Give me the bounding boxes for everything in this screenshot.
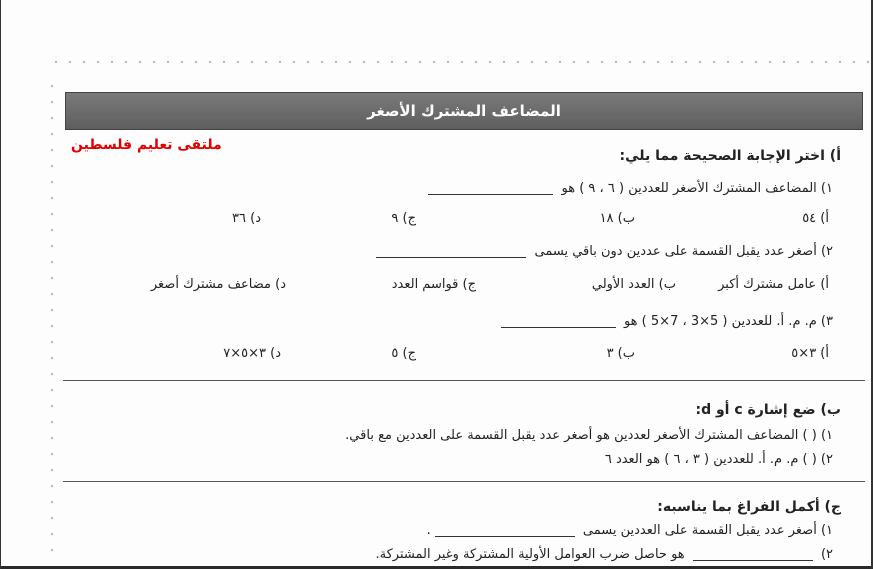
watermark-text: ملتقى تعليم فلسطين — [71, 137, 222, 153]
question-2-text: ٢) أصغر عدد يقبل القسمة على عددين دون باقي يسمى — [534, 244, 833, 259]
q1-option-a: أ) ٥٤ — [802, 211, 829, 226]
q2-option-c: ج) قواسم العدد — [391, 277, 476, 292]
q3-option-a: أ) ٣×٥ — [791, 346, 829, 361]
dotted-border-top — [49, 55, 869, 69]
question-1-text: ١) المضاعف المشترك الأصغر للعددين ( ٦ ، ٩ ) هو — [561, 181, 833, 196]
section-divider — [63, 380, 865, 381]
answer-blank — [501, 315, 616, 328]
true-false-item-2: ٢) ( ) م. م. أ. للعددين ( ٣ ، ٦ ) هو العدد ٦ — [604, 452, 833, 467]
section-a-heading: أ) اختر الإجابة الصحيحة مما يلي: — [619, 148, 841, 164]
fill-blank-item-2-number: ٢) — [820, 547, 833, 562]
answer-blank — [428, 182, 553, 195]
answer-blank — [693, 548, 813, 561]
q2-option-b: ب) العدد الأولي — [591, 277, 676, 292]
section-c-heading: ج) أكمل الفراغ بما يناسبه: — [657, 499, 841, 515]
answer-blank — [435, 524, 575, 537]
q2-option-a: أ) عامل مشترك أكبر — [718, 277, 829, 292]
answer-blank — [376, 245, 526, 258]
page-title: المضاعف المشترك الأصغر — [65, 92, 863, 130]
q2-option-d: د) مضاعف مشترك أصغر — [150, 277, 286, 292]
question-2 — [372, 244, 833, 259]
section-divider — [63, 481, 865, 482]
dotted-border-left — [45, 78, 59, 558]
question-3-text: ٣) م. م. أ. للعددين ( 5×3 ، 7×5 ) هو — [623, 314, 833, 329]
q1-option-b: ب) ١٨ — [599, 211, 635, 226]
true-false-item-1: ١) ( ) المضاعف المشترك الأصغر لعددين هو أصغر عدد يقبل القسمة على العددين مع باقي. — [345, 428, 833, 443]
section-b-heading: ب) ضع إشارة c أو d: — [695, 402, 841, 418]
q3-option-c: ج) ٥ — [391, 346, 416, 361]
fill-blank-item-1-text: ١) أصغر عدد يقبل القسمة على العددين يسمى — [582, 523, 833, 538]
q3-option-d: د) ٣×٥×٧ — [223, 346, 281, 361]
q1-option-c: ج) ٩ — [391, 211, 416, 226]
fill-blank-item-2 — [376, 547, 834, 562]
q1-option-d: د) ٣٦ — [232, 211, 261, 226]
question-3 — [497, 314, 833, 329]
q3-option-b: ب) ٣ — [606, 346, 635, 361]
question-1 — [424, 181, 833, 196]
fill-blank-item-2-text: هو حاصل ضرب العوامل الأولية المشتركة وغير المشتركة. — [375, 547, 685, 562]
fill-blank-item-1: ١) أصغر عدد يقبل القسمة على العددين يسمى . — [426, 523, 833, 538]
